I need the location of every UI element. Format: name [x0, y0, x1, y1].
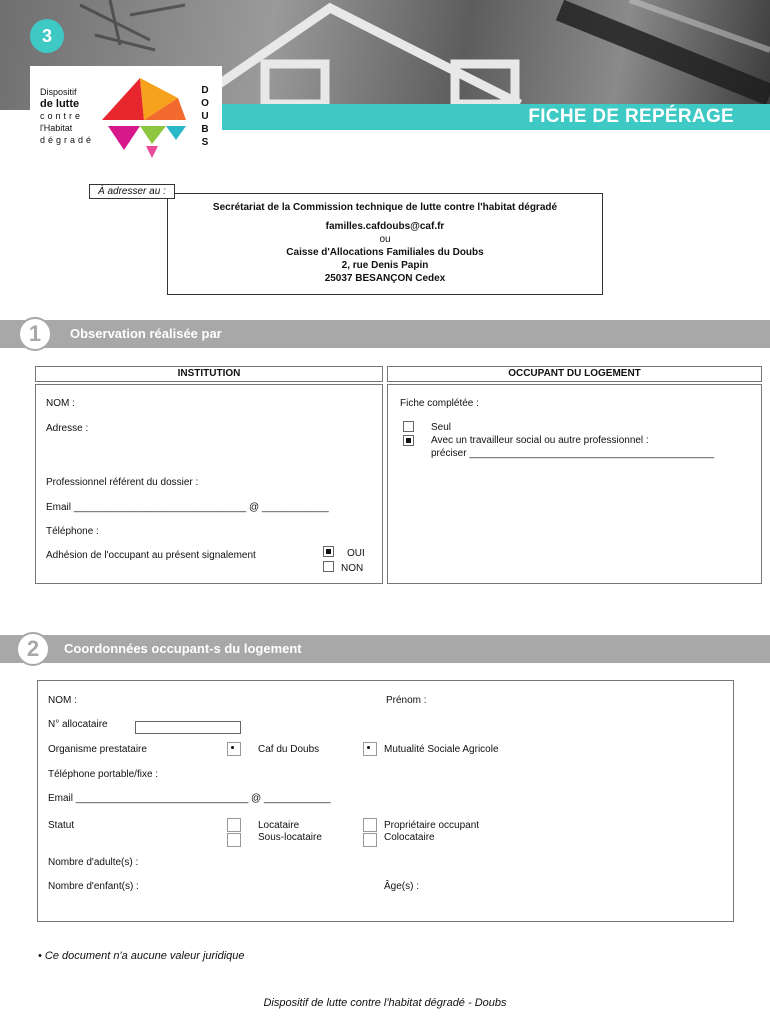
sous-locataire-checkbox[interactable] — [227, 833, 241, 847]
adhesion-non-label: NON — [341, 563, 364, 574]
logo-tangram-icon — [100, 74, 190, 158]
institution-telephone-label: Téléphone : — [46, 526, 99, 537]
address-email: familles.cafdoubs@caf.fr — [325, 221, 445, 232]
enfants-label: Nombre d'enfant(s) : — [48, 881, 139, 892]
locataire-checkbox[interactable] — [227, 818, 241, 832]
avec-professionnel-checkbox[interactable] — [403, 435, 414, 446]
ages-label: Âge(s) : — [384, 881, 420, 892]
institution-email-field[interactable]: Email _______________________________ @ ____________ — [46, 502, 329, 513]
institution-heading: INSTITUTION — [35, 366, 383, 382]
seul-checkbox[interactable] — [403, 421, 414, 432]
caf-doubs-label: Caf du Doubs — [258, 744, 320, 755]
msa-checkbox[interactable] — [363, 742, 377, 756]
occupant-email-field[interactable]: Email _______________________________ @ ____________ — [48, 793, 331, 804]
address-city: 25037 BESANÇON Cedex — [324, 273, 446, 284]
logo-letter: O — [201, 98, 209, 109]
preciser-field[interactable]: préciser ____________________________________________ — [431, 448, 715, 459]
logo-text — [40, 86, 94, 146]
section-1-title: Observation réalisée par — [70, 326, 222, 341]
address-street: 2, rue Denis Papin — [341, 260, 429, 271]
allocataire-input[interactable] — [135, 721, 241, 734]
footer-text: Dispositif de lutte contre l'habitat dégradé - Doubs — [263, 997, 507, 1009]
section-1-number: 1 — [18, 317, 52, 351]
logo-doubs — [198, 84, 212, 149]
logo-letter: S — [201, 137, 209, 148]
page-number-badge: 3 — [30, 19, 64, 53]
address-box — [167, 193, 603, 295]
institution-adresse-label: Adresse : — [46, 423, 89, 434]
address-line: Secrétariat de la Commission technique de lutte contre l'habitat dégradé — [212, 202, 558, 213]
avec-professionnel-label: Avec un travailleur social ou autre professionnel : — [431, 435, 649, 446]
seul-label: Seul — [431, 422, 452, 433]
logo-line: l'Habitat — [40, 123, 73, 133]
address-label: À adresser au : — [89, 184, 175, 199]
address-org: Caisse d'Allocations Familiales du Doubs — [286, 247, 484, 258]
adhesion-oui-label: OUI — [347, 548, 365, 559]
fiche-completee-label: Fiche complétée : — [400, 398, 479, 409]
page-title: FICHE DE REPÉRAGE — [528, 106, 734, 127]
proprietaire-label: Propriétaire occupant — [384, 820, 480, 831]
section-2-number: 2 — [16, 632, 50, 666]
adhesion-label: Adhésion de l'occupant au présent signalement — [46, 550, 256, 561]
logo-line: dégradé — [40, 135, 95, 145]
proprietaire-checkbox[interactable] — [363, 818, 377, 832]
section-2-title: Coordonnées occupant-s du logement — [64, 641, 302, 656]
organisme-label: Organisme prestataire — [48, 744, 147, 755]
occupant-nom-label: NOM : — [48, 695, 77, 706]
logo-letter: D — [201, 85, 209, 96]
colocataire-checkbox[interactable] — [363, 833, 377, 847]
logo-line: Dispositif — [40, 87, 77, 97]
logo-letter: U — [201, 111, 209, 122]
occupant-heading: OCCUPANT DU LOGEMENT — [387, 366, 762, 382]
sous-locataire-label: Sous-locataire — [258, 832, 322, 843]
institution-nom-label: NOM : — [46, 398, 75, 409]
adhesion-non-checkbox[interactable] — [323, 561, 334, 572]
logo — [30, 66, 222, 158]
occupant-prenom-label: Prénom : — [386, 695, 427, 706]
locataire-label: Locataire — [258, 820, 300, 831]
occupant-box — [387, 384, 762, 584]
header-banner — [0, 0, 770, 158]
msa-label: Mutualité Sociale Agricole — [384, 744, 499, 755]
adhesion-oui-checkbox[interactable] — [323, 546, 334, 557]
occupant-telephone-label: Téléphone portable/fixe : — [48, 769, 159, 780]
adultes-label: Nombre d'adulte(s) : — [48, 857, 139, 868]
logo-line: contre — [40, 111, 84, 121]
legal-note: • Ce document n'a aucune valeur juridique — [38, 950, 245, 962]
logo-letter: B — [201, 124, 209, 135]
logo-line: de lutte — [40, 98, 80, 110]
institution-referent-label: Professionnel référent du dossier : — [46, 477, 199, 488]
caf-doubs-checkbox[interactable] — [227, 742, 241, 756]
statut-label: Statut — [48, 820, 75, 831]
allocataire-label: N° allocataire — [48, 719, 108, 730]
colocataire-label: Colocataire — [384, 832, 435, 843]
address-or: ou — [379, 234, 391, 245]
